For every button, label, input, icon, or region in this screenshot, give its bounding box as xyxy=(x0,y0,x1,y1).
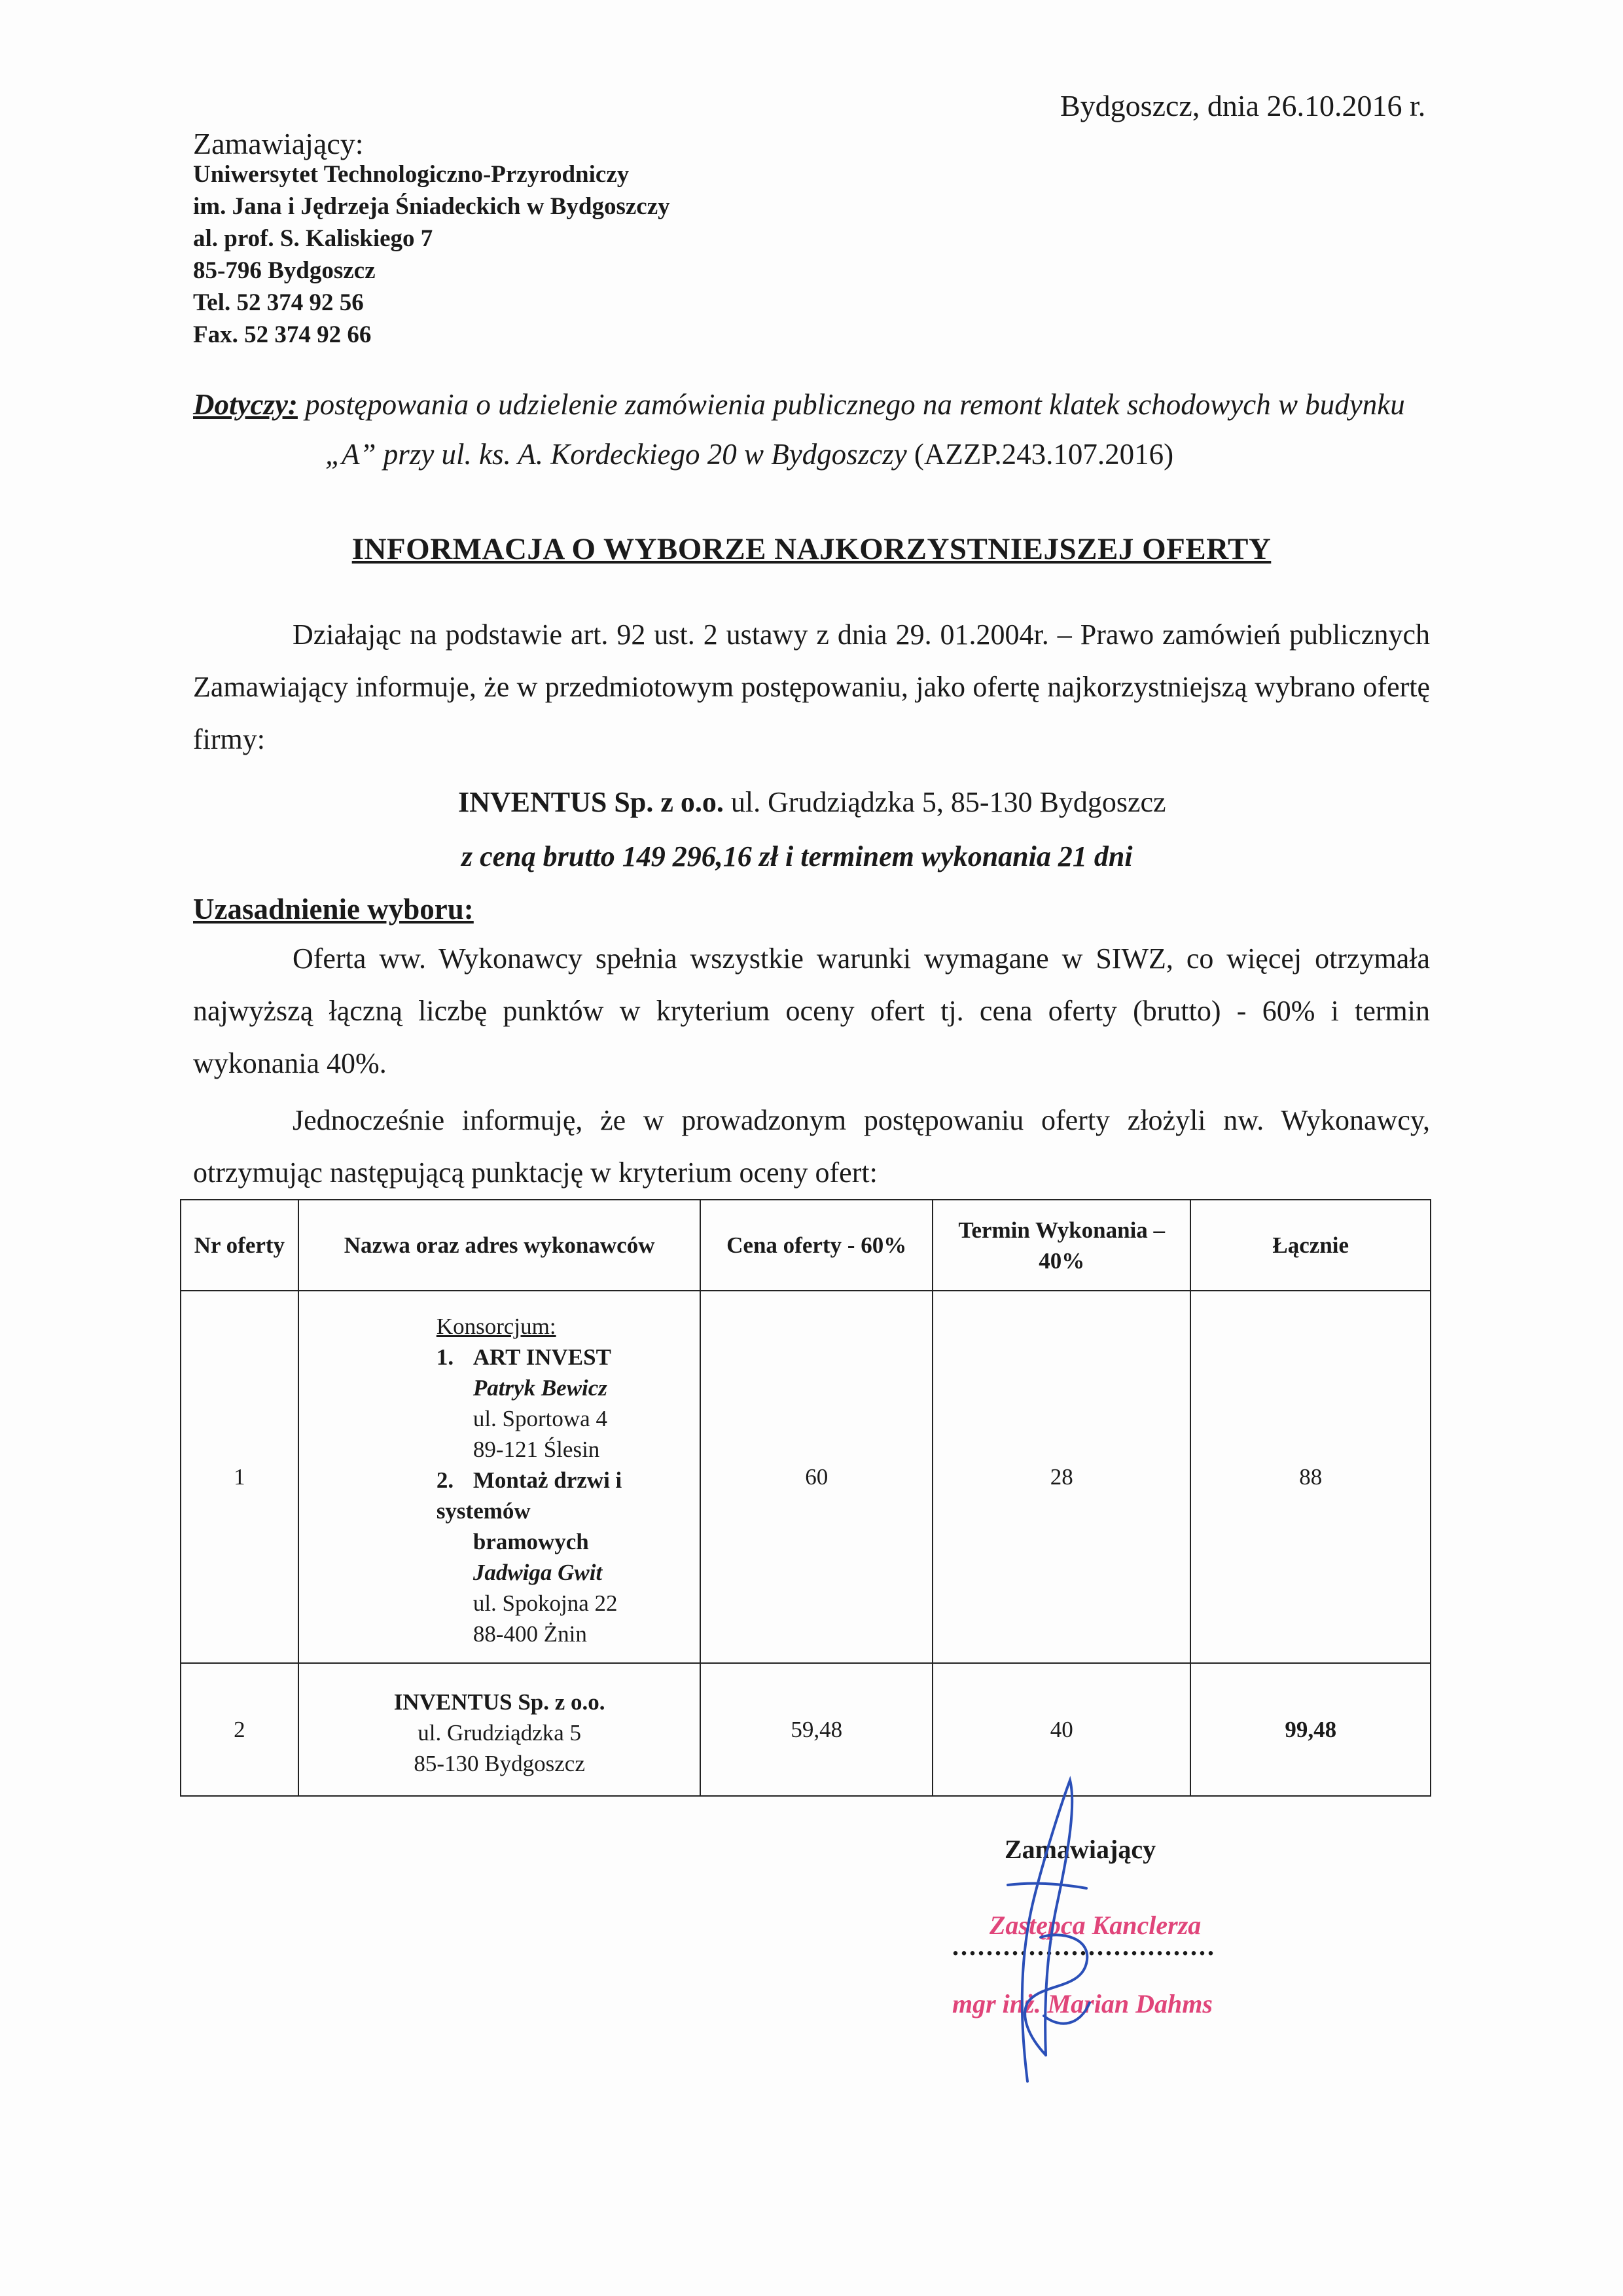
stamp-name: mgr inż. Marian Dahms xyxy=(952,1989,1213,2018)
row2-total: 99,48 xyxy=(1190,1663,1431,1796)
orderer-fax: Fax. 52 374 92 66 xyxy=(193,321,372,348)
row2-price: 59,48 xyxy=(700,1663,932,1796)
member1-city: 89-121 Ślesin xyxy=(473,1437,600,1462)
document-date: Bydgoszcz, dnia 26.10.2016 r. xyxy=(1060,89,1426,122)
row1-term: 28 xyxy=(933,1291,1191,1663)
subject-label: Dotyczy: xyxy=(193,388,298,421)
table-row xyxy=(181,1663,1431,1796)
row2-street: ul. Grudziądzka 5 xyxy=(418,1720,582,1746)
table-row xyxy=(181,1291,1431,1663)
header-term: Termin Wykonania – 40% xyxy=(933,1200,1191,1291)
header-nr: Nr oferty xyxy=(181,1200,298,1291)
member2-city: 88-400 Żnin xyxy=(473,1621,587,1647)
winner-line xyxy=(458,785,1166,819)
row1-total: 88 xyxy=(1190,1291,1431,1663)
header-price: Cena oferty - 60% xyxy=(700,1200,932,1291)
orderer-label: Zamawiający: xyxy=(193,127,364,160)
member2-street: ul. Spokojna 22 xyxy=(473,1590,618,1616)
header-total: Łącznie xyxy=(1190,1200,1431,1291)
subject-text: postępowania o udzielenie zamówienia publicznego na remont klatek schodowych w budynku xyxy=(305,388,1405,421)
offers-table xyxy=(180,1199,1431,1797)
table-header-row xyxy=(181,1200,1431,1291)
subject-location: „A” przy ul. ks. A. Kordeckiego 20 w Bydgoszczy xyxy=(325,438,907,471)
stamp-title: Zastępca Kanclerza xyxy=(990,1910,1202,1940)
consortium-label: Konsorcjum: xyxy=(436,1314,556,1339)
subject-block xyxy=(193,380,1440,479)
row1-price: 60 xyxy=(700,1291,932,1663)
orderer-name-line1: Uniwersytet Technologiczno-Przyrodniczy xyxy=(193,161,630,188)
member2-name-cont: bramowych xyxy=(473,1529,589,1554)
subject-line2 xyxy=(193,429,1440,479)
member1-street: ul. Sportowa 4 xyxy=(473,1406,607,1431)
row1-contractor xyxy=(298,1291,701,1663)
row2-contractor xyxy=(298,1663,701,1796)
member2-person: Jadwiga Gwit xyxy=(473,1560,603,1585)
offers-intro: Jednocześnie informuję, że w prowadzonym postępowaniu oferty złożyli nw. Wykonawcy, otrzymując następującą punktację w kryterium oceny ofert: xyxy=(193,1104,1430,1189)
orderer-name-line2: im. Jana i Jędrzeja Śniadeckich w Bydgoszczy xyxy=(193,193,670,220)
orderer-city: 85-796 Bydgoszcz xyxy=(193,257,376,284)
row2-name: INVENTUS Sp. z o.o. xyxy=(393,1689,605,1715)
subject-reference: (AZZP.243.107.2016) xyxy=(914,438,1174,471)
signature-dots: ............................... xyxy=(952,1931,1216,1961)
justification-text: Oferta ww. Wykonawcy spełnia wszystkie warunki wymagane w SIWZ, co więcej otrzymała najwyższą łączną liczbę punktów w kryterium oceny ofert tj. cena oferty (brutto) - 60% i termin wykonania 40%. xyxy=(193,942,1430,1079)
member1-person: Patryk Bewicz xyxy=(473,1375,607,1401)
row2-city: 85-130 Bydgoszcz xyxy=(414,1751,585,1776)
row2-term: 40 xyxy=(933,1663,1191,1796)
signature-label: Zamawiający xyxy=(1005,1835,1156,1864)
intro-paragraph: Działając na podstawie art. 92 ust. 2 ustawy z dnia 29. 01.2004r. – Prawo zamówień publicznych Zamawiający informuje, że w przedmiotowym postępowaniu, jako ofertę najkorzystniejszą wybrano ofertę firmy: xyxy=(193,619,1430,755)
winner-address: ul. Grudziądzka 5, 85-130 Bydgoszcz xyxy=(723,786,1166,818)
justification-label: Uzasadnienie wyboru: xyxy=(193,893,474,925)
row2-nr: 2 xyxy=(181,1663,298,1796)
header-name: Nazwa oraz adres wykonawców xyxy=(298,1200,701,1291)
handwritten-signature xyxy=(929,1767,1165,2094)
member2-name: 2. Montaż drzwi i systemów xyxy=(436,1467,622,1524)
winner-terms: z ceną brutto 149 296,16 zł i terminem wykonania 21 dni xyxy=(461,840,1133,872)
orderer-street: al. prof. S. Kaliskiego 7 xyxy=(193,225,433,252)
document-title: INFORMACJA O WYBORZE NAJKORZYSTNIEJSZEJ OFERTY xyxy=(351,532,1272,566)
member1-name: 1. ART INVEST xyxy=(436,1344,611,1370)
row1-nr: 1 xyxy=(181,1291,298,1663)
orderer-phone: Tel. 52 374 92 56 xyxy=(193,289,364,316)
winner-name: INVENTUS Sp. z o.o. xyxy=(458,786,724,818)
